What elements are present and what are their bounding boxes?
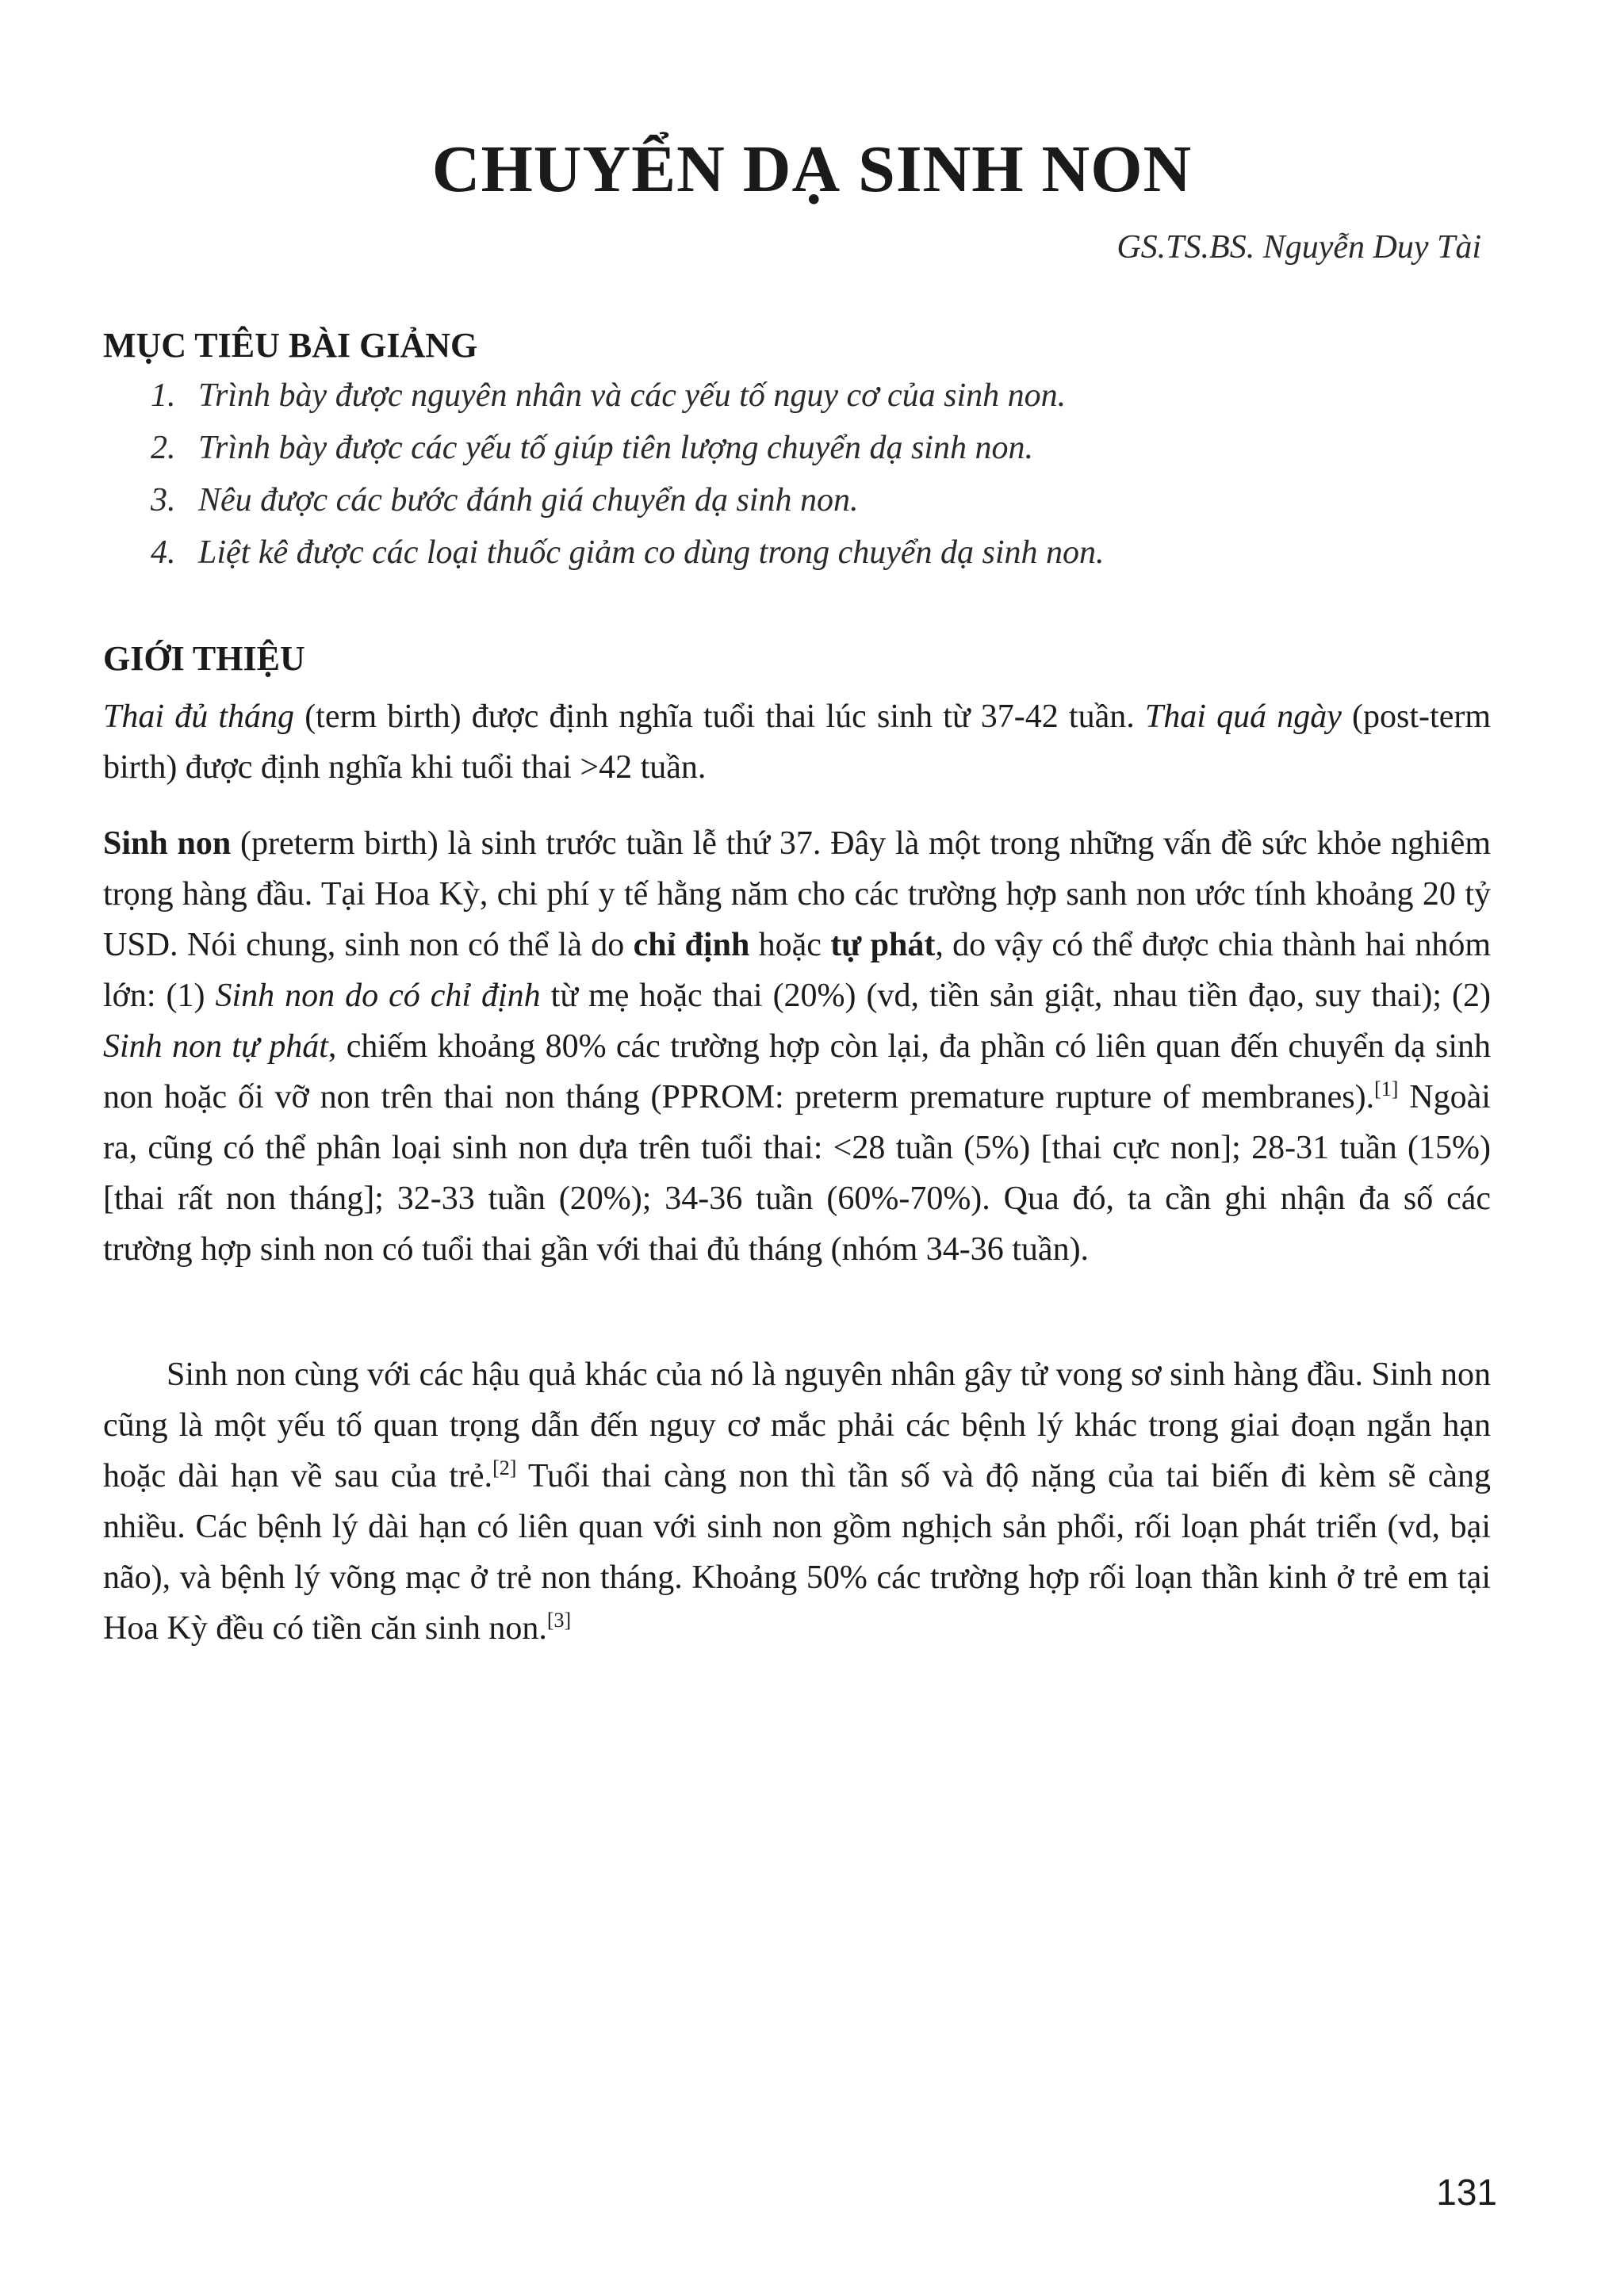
objective-text: Trình bày được nguyên nhân và các yếu tố nguy cơ của sinh non. (198, 377, 1067, 414)
term-italic: Thai đủ tháng (103, 698, 295, 735)
paragraph-text: (preterm birth) là sinh trước tuần lễ thứ 37. Đây là một trong những vấn đề sức khỏe nghiêm trọng hàng đầu. Tại Hoa Kỳ, chi phí y tế hằng năm cho các trường hợp sanh non ước tính khoảng 20 tỷ USD. Nói chung, sinh non có thể là do (103, 825, 1492, 963)
paragraph-text: (term birth) được định nghĩa tuổi thai lúc sinh từ 37-42 tuần. (294, 698, 1145, 735)
bold-term: chỉ định (633, 927, 750, 963)
intro-paragraph-2 (103, 818, 1491, 1275)
paragraph-text: Sinh non cùng với các hậu quả khác của nó là nguyên nhân gây tử vong sơ sinh hàng đầu. Sinh non cũng là một yếu tố quan trọng dẫn đến nguy cơ mắc phải các bệnh lý khác trong giai đoạn ngắn hạn hoặc dài hạn về sau của trẻ. (103, 1357, 1491, 1494)
citation-ref: [1] (1374, 1077, 1399, 1100)
paragraph-text: , do vậy có thể được chia thành hai nhóm lớn: (1) (103, 927, 1491, 1014)
objective-item (151, 474, 1499, 526)
intro-heading: GIỚI THIỆU (103, 639, 305, 678)
paragraph-text: từ mẹ hoặc thai (20%) (vd, tiền sản giật, nhau tiền đạo, suy thai); (2) (540, 978, 1491, 1014)
objective-text: Trình bày được các yếu tố giúp tiên lượng chuyển dạ sinh non. (198, 430, 1033, 466)
objective-text: Liệt kê được các loại thuốc giảm co dùng trong chuyển dạ sinh non. (198, 534, 1105, 571)
paragraph-text: hoặc (749, 927, 831, 963)
italic-term: Sinh non do có chỉ định (215, 978, 541, 1014)
objective-number: 2. (151, 430, 176, 466)
intro-paragraph-1 (103, 691, 1491, 793)
citation-ref: [3] (546, 1609, 572, 1632)
bold-term: Sinh non (103, 825, 232, 862)
objectives-list (151, 369, 1499, 579)
post-term-italic: Thai quá ngày (1144, 698, 1342, 735)
objective-number: 3. (151, 482, 176, 519)
paragraph-text: (post-term birth) được định nghĩa khi tuổi thai >42 tuần. (103, 698, 1492, 786)
paragraph-text: Tuổi thai càng non thì tần số và độ nặng của tai biến đi kèm sẽ càng nhiều. Các bệnh lý dài hạn có liên quan với sinh non gồm nghịch sản phổi, rối loạn phát triển (vd, bại não), và bệnh lý võng mạc ở trẻ non tháng. Khoảng 50% các trường hợp rối loạn thần kinh ở trẻ em tại Hoa Kỳ đều có tiền căn sinh non. (103, 1458, 1491, 1647)
objective-item (151, 369, 1499, 422)
objective-item (151, 422, 1499, 474)
citation-ref: [2] (492, 1456, 517, 1479)
author-line: GS.TS.BS. Nguyễn Duy Tài (1116, 229, 1481, 266)
intro-paragraph-3 (103, 1349, 1491, 1654)
page-number: 131 (1436, 2172, 1497, 2213)
page-title: CHUYỂN DẠ SINH NON (431, 132, 1193, 206)
objective-item (151, 526, 1499, 579)
objective-number: 1. (151, 377, 176, 414)
objective-text: Nêu được các bước đánh giá chuyển dạ sinh non. (198, 482, 859, 519)
italic-term: Sinh non tự phát (103, 1028, 328, 1065)
paragraph-text: Ngoài ra, cũng có thể phân loại sinh non dựa trên tuổi thai: <28 tuần (5%) [thai cực non]; 28-31 tuần (15%) [thai rất non tháng]; 32-33 tuần (20%); 34-36 tuần (60%-70%). Qua đó, ta cần ghi nhận đa số các trường hợp sinh non có tuổi thai gần với thai đủ tháng (nhóm 34-36 tuần). (103, 1079, 1491, 1268)
objectives-heading: MỤC TIÊU BÀI GIẢNG (103, 326, 478, 365)
objective-number: 4. (151, 534, 176, 571)
bold-term: tự phát (830, 927, 936, 963)
paragraph-text: , chiếm khoảng 80% các trường hợp còn lại, đa phần có liên quan đến chuyển dạ sinh non hoặc ối vỡ non trên thai non tháng (PPROM: preterm premature rupture of membranes). (103, 1028, 1492, 1115)
